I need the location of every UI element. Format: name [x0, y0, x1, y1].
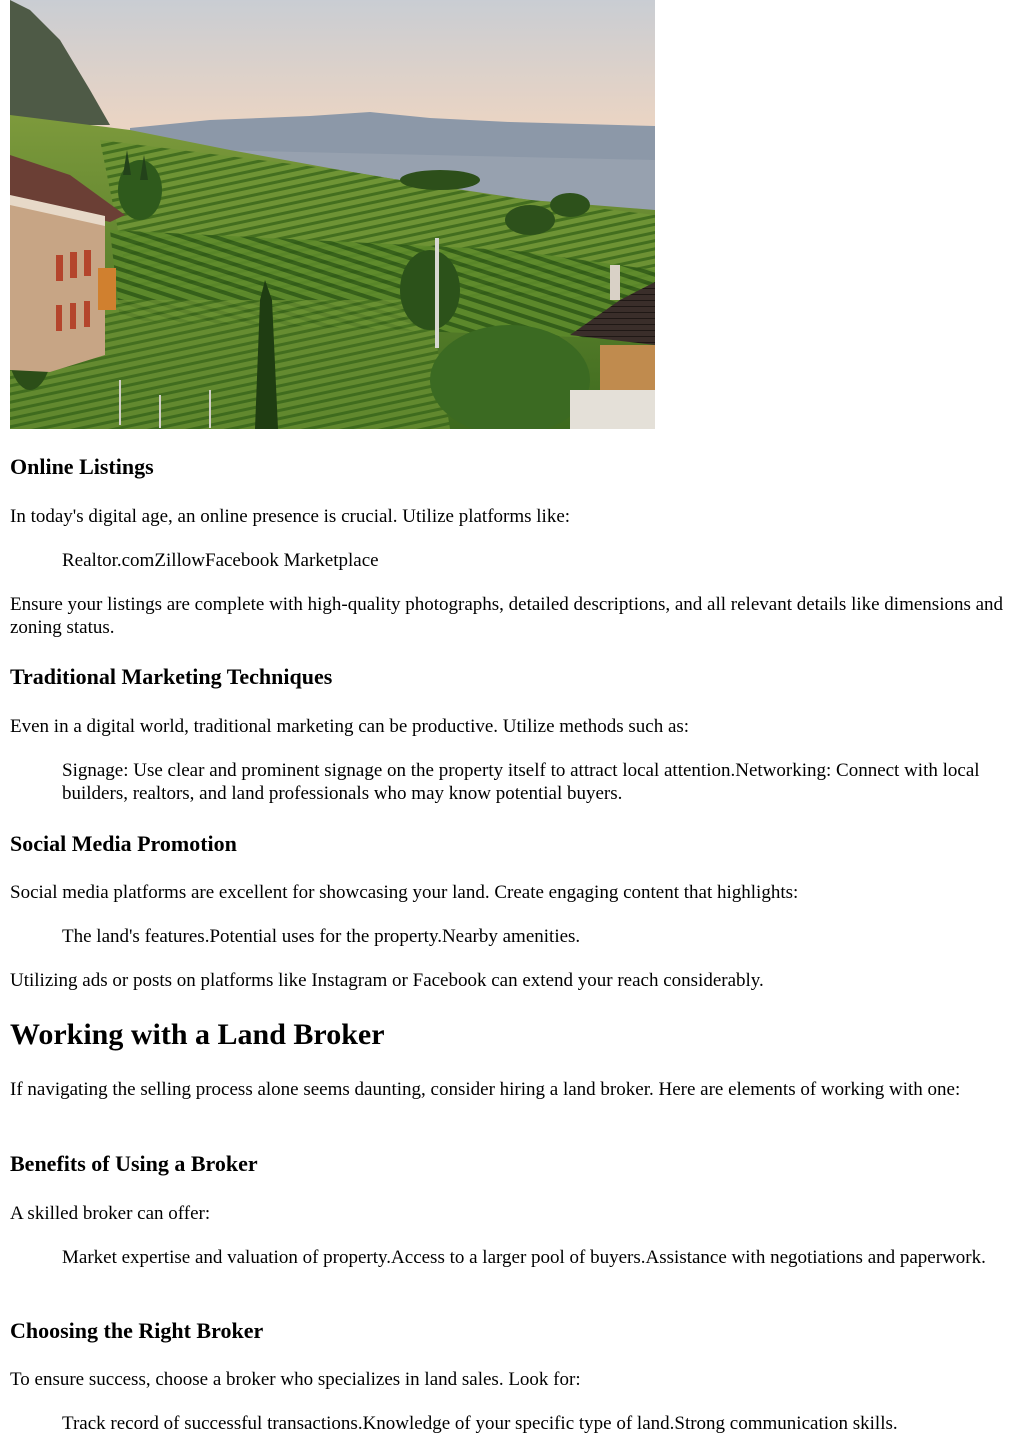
- choosing-broker-heading: Choosing the Right Broker: [10, 1318, 264, 1343]
- choosing-broker-intro: To ensure success, choose a broker who specializes in land sales. Look for:: [10, 1369, 581, 1390]
- broker-benefits-list: Market expertise and valuation of property.Access to a larger pool of buyers.Assistance with negotiations and paperwork.: [62, 1247, 986, 1268]
- vineyard-landscape-image: [10, 0, 655, 429]
- social-media-heading: Social Media Promotion: [10, 831, 237, 856]
- social-media-outro: Utilizing ads or posts on platforms like Instagram or Facebook can extend your reach considerably.: [10, 970, 764, 991]
- land-broker-heading: Working with a Land Broker: [10, 1018, 385, 1051]
- online-listings-heading: Online Listings: [10, 454, 154, 479]
- traditional-marketing-intro: Even in a digital world, traditional marketing can be productive. Utilize methods such as:: [10, 716, 690, 737]
- broker-benefits-intro: A skilled broker can offer:: [10, 1203, 211, 1224]
- online-listings-intro: In today's digital age, an online presence is crucial. Utilize platforms like:: [10, 506, 571, 527]
- online-listings-list: Realtor.comZillowFacebook Marketplace: [62, 550, 379, 571]
- social-media-list: The land's features.Potential uses for the property.Nearby amenities.: [62, 926, 581, 947]
- broker-benefits-heading: Benefits of Using a Broker: [10, 1151, 258, 1176]
- choosing-broker-list: Track record of successful transactions.Knowledge of your specific type of land.Strong communication skills.: [62, 1413, 898, 1434]
- online-listings-outro: Ensure your listings are complete with high-quality photographs, detailed descriptions, and all relevant details like dimensions and zoning status.: [10, 594, 1004, 638]
- article: [10, 0, 1014, 1434]
- land-broker-intro: If navigating the selling process alone seems daunting, consider hiring a land broker. Here are elements of working with one:: [10, 1079, 961, 1100]
- social-media-intro: Social media platforms are excellent for showcasing your land. Create engaging content that highlights:: [10, 882, 799, 903]
- traditional-marketing-heading: Traditional Marketing Techniques: [10, 664, 333, 689]
- traditional-marketing-list: Signage: Use clear and prominent signage on the property itself to attract local attention.Networking: Connect with local builders, realtors, and land professionals who may know potential buyers.: [62, 760, 980, 804]
